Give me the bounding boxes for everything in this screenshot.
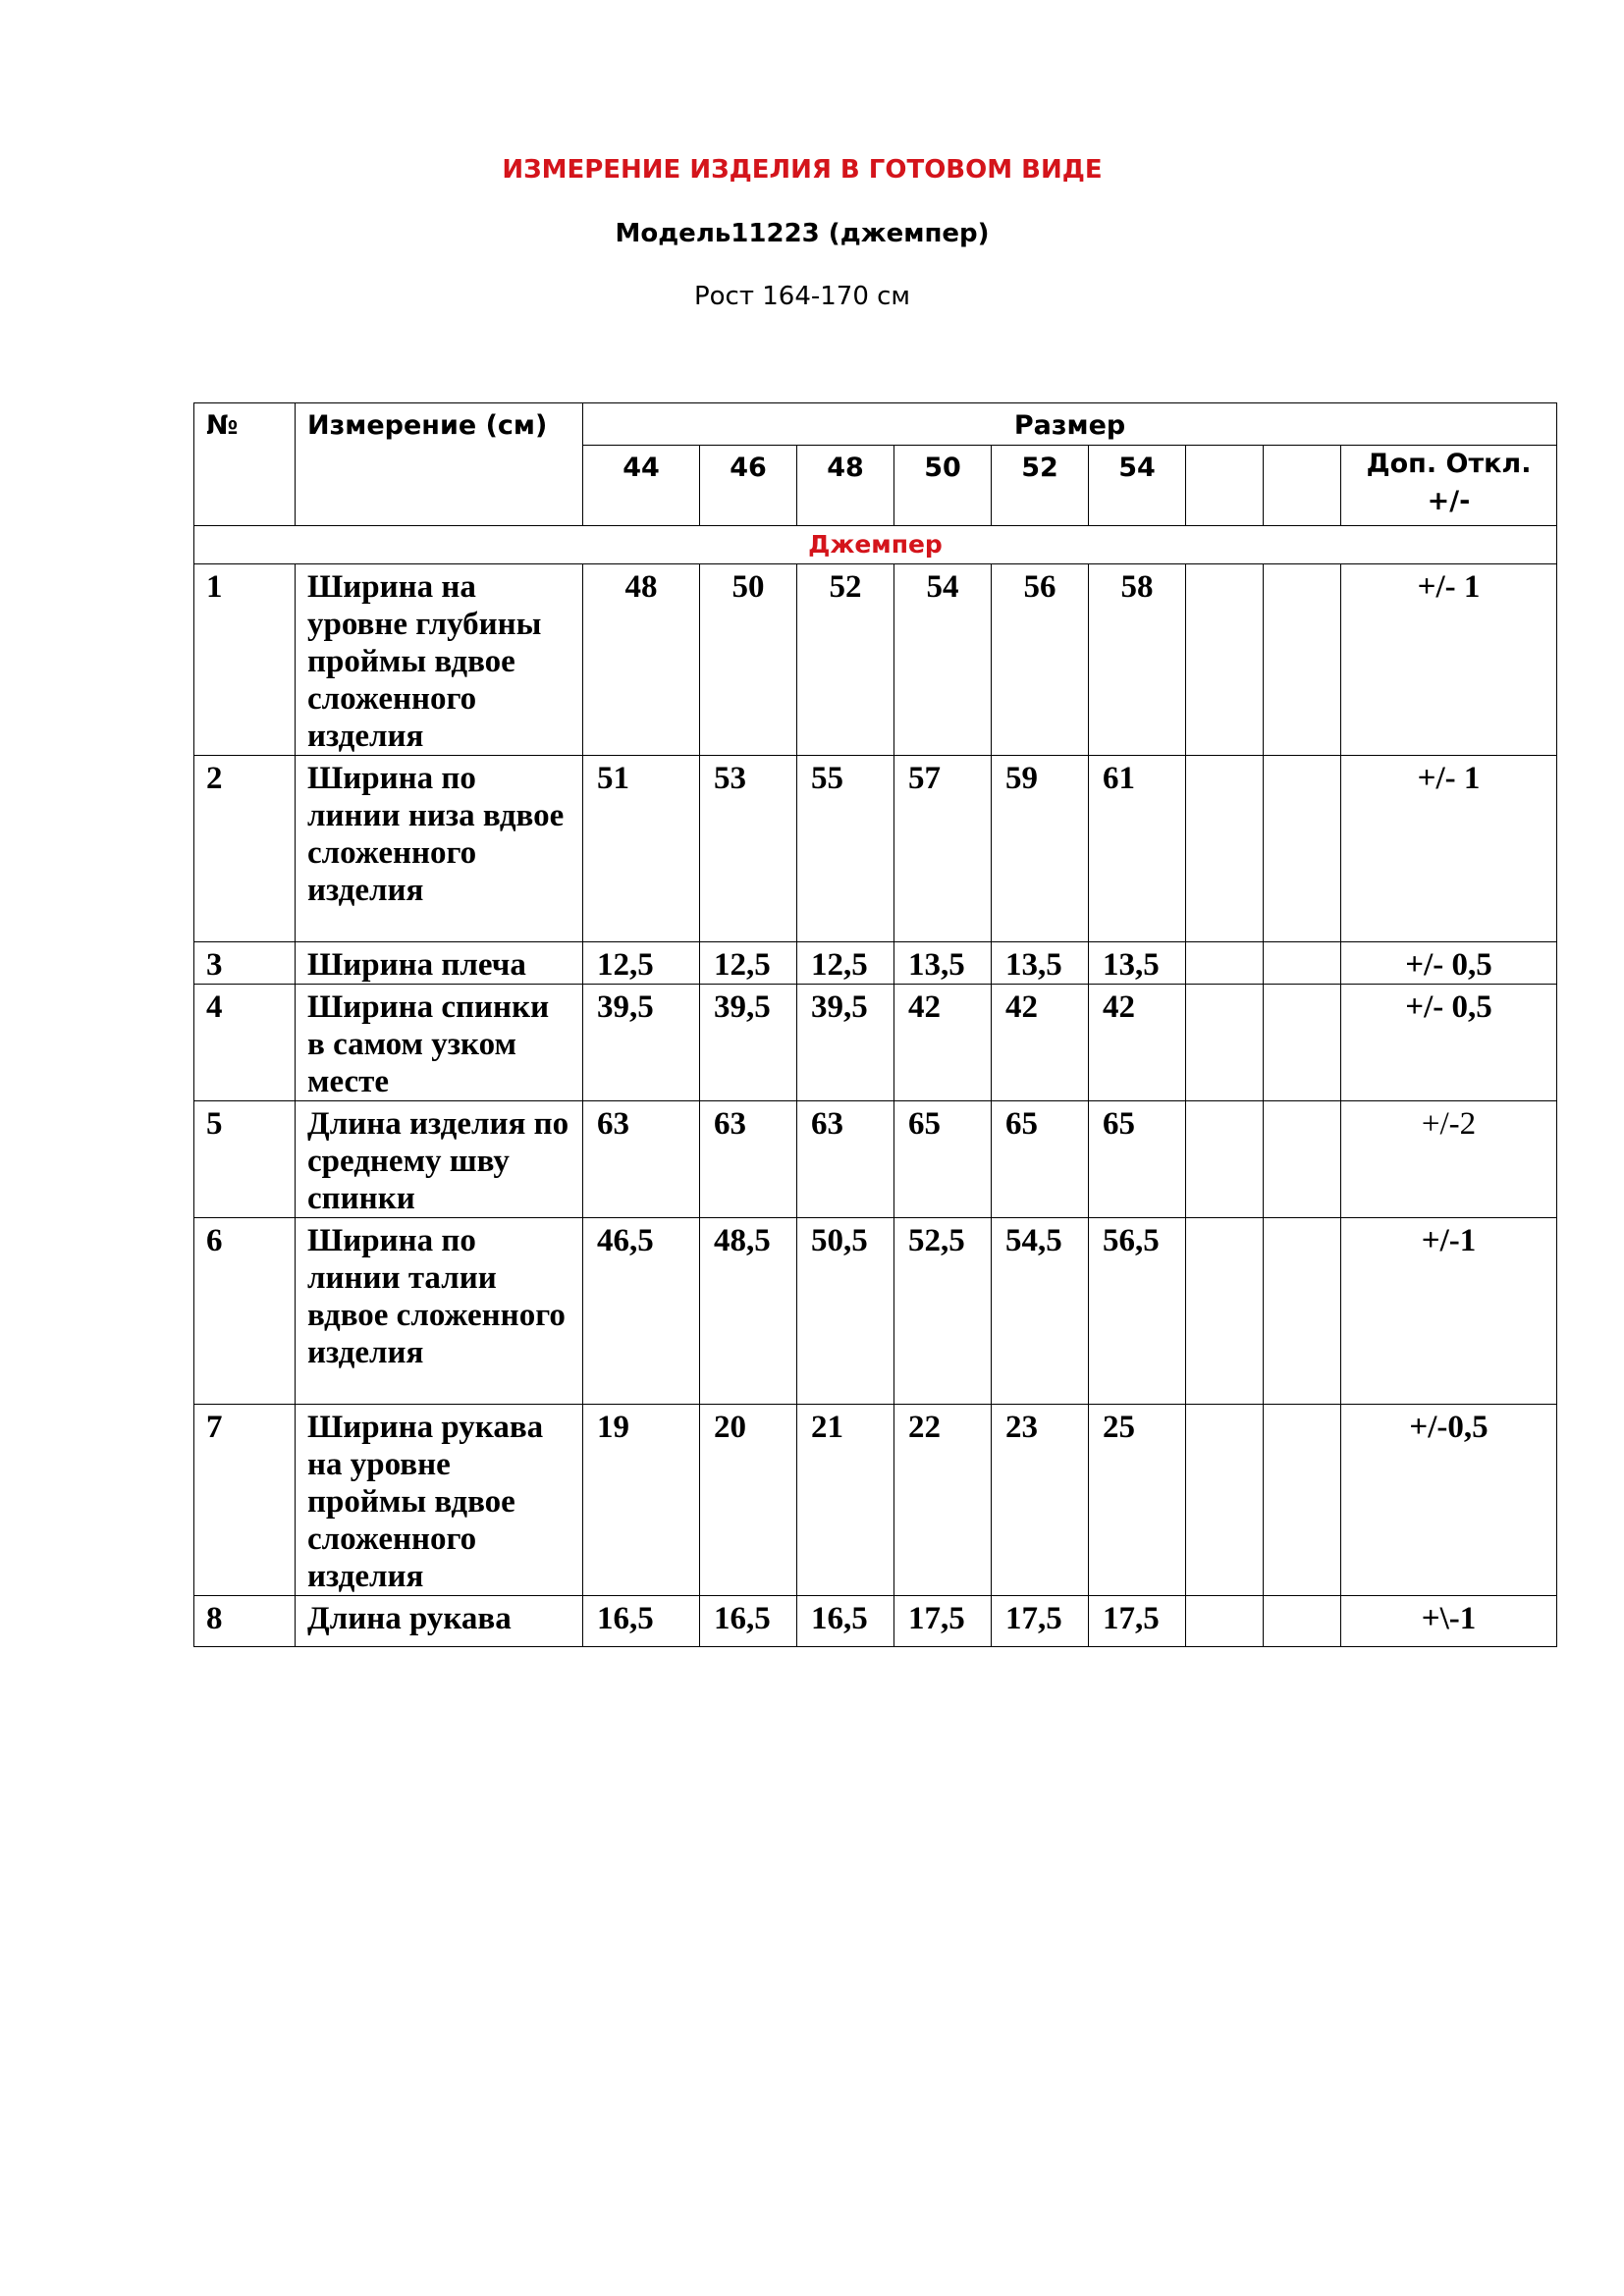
table-row xyxy=(194,564,1557,756)
row-value-54: 61 xyxy=(1089,756,1186,942)
row-tolerance: +/-2 xyxy=(1341,1101,1557,1218)
row-value-52: 13,5 xyxy=(992,942,1089,985)
header-size: Размер xyxy=(583,403,1557,446)
row-value-48: 52 xyxy=(797,564,894,756)
row-empty-1 xyxy=(1186,1405,1264,1596)
header-row-1 xyxy=(194,403,1557,446)
header-size-46: 46 xyxy=(700,446,797,526)
row-empty-1 xyxy=(1186,564,1264,756)
row-value-44: 51 xyxy=(583,756,700,942)
row-tolerance: +/-0,5 xyxy=(1341,1405,1557,1596)
header-empty-1 xyxy=(1186,446,1264,526)
row-value-52: 17,5 xyxy=(992,1596,1089,1647)
row-name: Ширина по линии талии вдвое сложенного изделия xyxy=(296,1218,583,1405)
row-num: 1 xyxy=(194,564,296,756)
row-value-46: 50 xyxy=(700,564,797,756)
section-title: Джемпер xyxy=(194,526,1557,564)
row-value-44: 12,5 xyxy=(583,942,700,985)
row-tolerance: +/- 1 xyxy=(1341,756,1557,942)
row-num: 3 xyxy=(194,942,296,985)
row-value-48: 12,5 xyxy=(797,942,894,985)
row-empty-1 xyxy=(1186,1101,1264,1218)
row-value-52: 65 xyxy=(992,1101,1089,1218)
row-empty-2 xyxy=(1264,1596,1341,1647)
table-row xyxy=(194,1101,1557,1218)
model-name: Модель11223 (джемпер) xyxy=(615,219,990,248)
section-row xyxy=(194,526,1557,564)
row-tolerance: +\-1 xyxy=(1341,1596,1557,1647)
row-value-50: 42 xyxy=(894,985,992,1101)
row-value-44: 63 xyxy=(583,1101,700,1218)
row-value-46: 16,5 xyxy=(700,1596,797,1647)
header-size-50: 50 xyxy=(894,446,992,526)
row-value-54: 42 xyxy=(1089,985,1186,1101)
header-size-54: 54 xyxy=(1089,446,1186,526)
row-value-46: 63 xyxy=(700,1101,797,1218)
row-empty-2 xyxy=(1264,564,1341,756)
row-value-46: 20 xyxy=(700,1405,797,1596)
table-row xyxy=(194,756,1557,942)
row-value-52: 54,5 xyxy=(992,1218,1089,1405)
row-value-48: 21 xyxy=(797,1405,894,1596)
measurement-table xyxy=(193,402,1557,1647)
table-row xyxy=(194,1218,1557,1405)
row-num: 7 xyxy=(194,1405,296,1596)
height-range: Рост 164-170 см xyxy=(693,282,911,311)
row-value-44: 46,5 xyxy=(583,1218,700,1405)
row-empty-2 xyxy=(1264,1405,1341,1596)
header-size-48: 48 xyxy=(797,446,894,526)
row-value-48: 55 xyxy=(797,756,894,942)
row-num: 5 xyxy=(194,1101,296,1218)
row-value-44: 39,5 xyxy=(583,985,700,1101)
header-empty-2 xyxy=(1264,446,1341,526)
row-empty-2 xyxy=(1264,985,1341,1101)
header-tolerance-line1: Доп. Откл. xyxy=(1366,449,1532,479)
row-value-48: 16,5 xyxy=(797,1596,894,1647)
row-value-44: 19 xyxy=(583,1405,700,1596)
row-empty-1 xyxy=(1186,942,1264,985)
row-empty-2 xyxy=(1264,1218,1341,1405)
header-num: № xyxy=(194,403,296,526)
row-value-54: 13,5 xyxy=(1089,942,1186,985)
row-value-52: 23 xyxy=(992,1405,1089,1596)
document-title: ИЗМЕРЕНИЕ ИЗДЕЛИЯ В ГОТОВОМ ВИДЕ xyxy=(502,155,1103,185)
row-value-50: 57 xyxy=(894,756,992,942)
row-num: 4 xyxy=(194,985,296,1101)
row-name: Ширина спинки в самом узком месте xyxy=(296,985,583,1101)
row-value-50: 65 xyxy=(894,1101,992,1218)
row-value-46: 12,5 xyxy=(700,942,797,985)
row-empty-1 xyxy=(1186,1596,1264,1647)
header-tolerance-line2: +/- xyxy=(1427,486,1471,516)
row-empty-1 xyxy=(1186,756,1264,942)
row-value-50: 52,5 xyxy=(894,1218,992,1405)
row-name: Ширина рукава на уровне проймы вдвое сложенного изделия xyxy=(296,1405,583,1596)
row-value-48: 50,5 xyxy=(797,1218,894,1405)
row-value-52: 42 xyxy=(992,985,1089,1101)
row-tolerance: +/- 1 xyxy=(1341,564,1557,756)
row-value-50: 17,5 xyxy=(894,1596,992,1647)
row-num: 2 xyxy=(194,756,296,942)
row-value-46: 48,5 xyxy=(700,1218,797,1405)
table-row xyxy=(194,1596,1557,1647)
row-tolerance: +/-1 xyxy=(1341,1218,1557,1405)
row-name: Длина изделия по среднему шву спинки xyxy=(296,1101,583,1218)
header-tolerance xyxy=(1341,446,1557,526)
row-value-48: 39,5 xyxy=(797,985,894,1101)
row-empty-2 xyxy=(1264,1101,1341,1218)
header-measure: Измерение (см) xyxy=(296,403,583,526)
row-name: Ширина плеча xyxy=(296,942,583,985)
row-value-44: 48 xyxy=(583,564,700,756)
row-value-50: 13,5 xyxy=(894,942,992,985)
row-tolerance: +/- 0,5 xyxy=(1341,942,1557,985)
row-value-44: 16,5 xyxy=(583,1596,700,1647)
row-value-52: 59 xyxy=(992,756,1089,942)
row-name: Ширина на уровне глубины проймы вдвое сложенного изделия xyxy=(296,564,583,756)
row-value-54: 25 xyxy=(1089,1405,1186,1596)
row-empty-1 xyxy=(1186,1218,1264,1405)
row-name: Длина рукава xyxy=(296,1596,583,1647)
row-empty-2 xyxy=(1264,756,1341,942)
row-value-52: 56 xyxy=(992,564,1089,756)
row-value-54: 17,5 xyxy=(1089,1596,1186,1647)
header-size-44: 44 xyxy=(583,446,700,526)
row-empty-2 xyxy=(1264,942,1341,985)
row-num: 6 xyxy=(194,1218,296,1405)
table-row xyxy=(194,942,1557,985)
row-value-46: 39,5 xyxy=(700,985,797,1101)
row-value-50: 22 xyxy=(894,1405,992,1596)
row-value-48: 63 xyxy=(797,1101,894,1218)
header-size-52: 52 xyxy=(992,446,1089,526)
row-value-54: 58 xyxy=(1089,564,1186,756)
row-value-50: 54 xyxy=(894,564,992,756)
row-value-54: 56,5 xyxy=(1089,1218,1186,1405)
row-empty-1 xyxy=(1186,985,1264,1101)
row-tolerance: +/- 0,5 xyxy=(1341,985,1557,1101)
row-value-54: 65 xyxy=(1089,1101,1186,1218)
row-value-46: 53 xyxy=(700,756,797,942)
row-num: 8 xyxy=(194,1596,296,1647)
table-row xyxy=(194,1405,1557,1596)
table-row xyxy=(194,985,1557,1101)
row-name: Ширина по линии низа вдвое сложенного изделия xyxy=(296,756,583,942)
